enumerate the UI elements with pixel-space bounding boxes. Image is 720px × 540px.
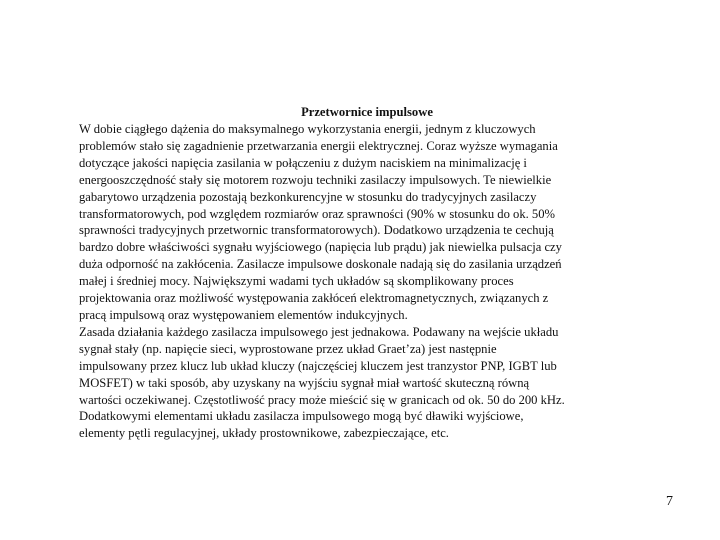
text-line: MOSFET) w taki sposób, aby uzyskany na wyjściu sygnał miał wartość skuteczną równą: [79, 375, 530, 390]
text-line: elementy pętli regulacyjnej, układy prostownikowe, zabezpieczające, etc.: [79, 426, 449, 441]
text-line: energooszczędność stały się motorem rozwoju techniki zasilaczy impulsowych. Te niewielkie: [79, 172, 552, 187]
page-number: 7: [666, 494, 673, 509]
text-line: Zasada działania każdego zasilacza impulsowego jest jednakowa. Podawany na wejście układu: [79, 324, 559, 339]
text-line: sygnał stały (np. napięcie sieci, wyprostowane przez układ Graet’za) jest następnie: [79, 341, 497, 356]
text-line: transformatorowych, pod względem rozmiarów oraz sprawności (90% w stosunku do ok. 50%: [79, 206, 555, 221]
text-line: bardzo dobre właściwości sygnału wyjściowego (napięcia lub prądu) jak niewielka pulsacja czy: [79, 240, 562, 255]
slide-content: [79, 104, 631, 442]
text-line: projektowania oraz możliwość występowania zakłóceń elektromagnetycznych, związanych z: [79, 291, 549, 306]
text-line: pracą impulsową oraz występowaniem elementów indukcyjnych.: [79, 307, 408, 322]
paragraph-intro: [79, 121, 631, 324]
text-line: problemów stało się zagadnienie przetwarzania energii elektrycznej. Coraz wyższe wymagania: [79, 138, 558, 153]
text-line: W dobie ciągłego dążenia do maksymalnego wykorzystania energii, jednym z kluczowych: [79, 122, 536, 136]
text-line: małej i średniej mocy. Największymi wadami tych układów są skomplikowany proces: [79, 274, 514, 289]
text-line: wartości oczekiwanej. Częstotliwość pracy może mieścić się w granicach od ok. 50 do 200 kHz.: [79, 392, 565, 407]
paragraph-operation: [79, 324, 631, 442]
text-line: impulsowany przez klucz lub układ kluczy (najczęściej kluczem jest tranzystor PNP, IGBT lub: [79, 358, 557, 373]
slide-title: Przetwornice impulsowe: [301, 105, 433, 119]
text-line: duża odporność na zakłócenia. Zasilacze impulsowe doskonale nadają się do zasilania urządzeń: [79, 257, 562, 272]
text-line: sprawności tradycyjnych przetwornic transformatorowych). Dodatkowo urządzenia te cechują: [79, 223, 554, 238]
text-line: gabarytowo urządzenia pozostają bezkonkurencyjne w stosunku do tradycyjnych zasilaczy: [79, 189, 537, 204]
text-line: dotyczące jakości napięcia zasilania w połączeniu z dużym naciskiem na minimalizację i: [79, 155, 527, 170]
text-line: Dodatkowymi elementami układu zasilacza impulsowego mogą być dławiki wyjściowe,: [79, 409, 524, 424]
